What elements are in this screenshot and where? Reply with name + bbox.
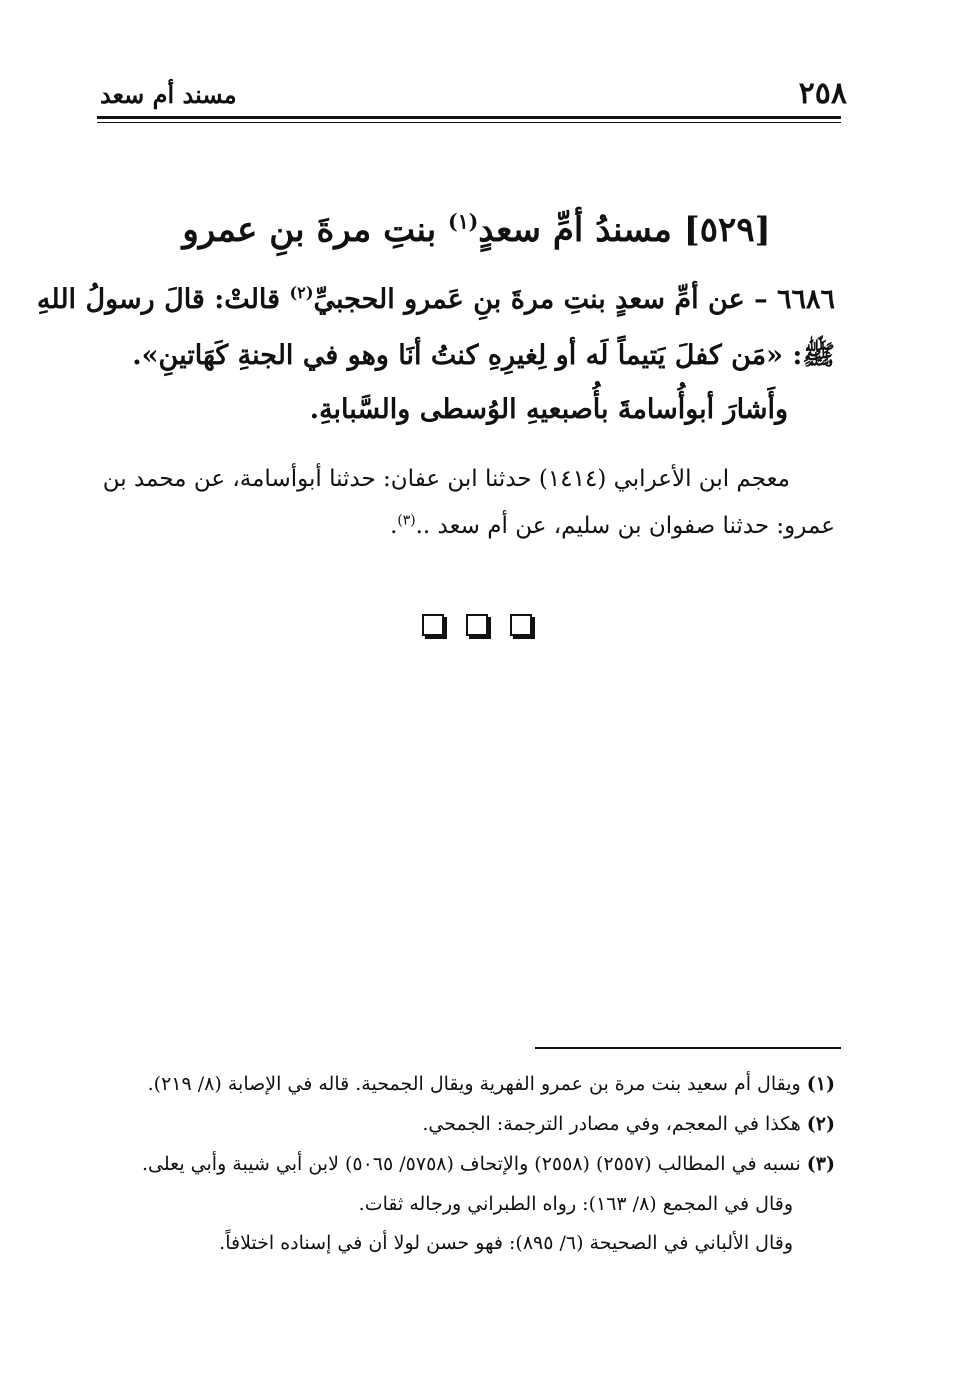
chapter-number: [٥٢٩] bbox=[683, 210, 771, 250]
page-number: ٢٥٨ bbox=[798, 76, 847, 111]
source-line-2-text: عمرو: حدثنا صفوان بن سليم، عن أم سعد .. bbox=[415, 513, 835, 539]
chapter-title-part2: بنتِ مرةَ بنِ عمرو bbox=[182, 210, 437, 250]
footnote-2 bbox=[422, 1113, 835, 1135]
footnote-text: هكذا في المعجم، وفي مصادر الترجمة: الجمحي. bbox=[422, 1113, 801, 1135]
footnote-3 bbox=[142, 1153, 835, 1175]
section-separator bbox=[0, 614, 953, 636]
running-title: مسند أم سعد bbox=[100, 80, 237, 109]
footnote-number: (١) bbox=[806, 1073, 835, 1095]
hadith-line-1-part2: قالتْ: قالَ رسولُ اللهِ bbox=[36, 284, 281, 315]
footnote-1 bbox=[148, 1073, 835, 1095]
footnote-text: نسبه في المطالب (٢٥٥٧) (٢٥٥٨) والإتحاف (٥٧٥٨/ ٥٠٦٥) لابن أبي شيبة وأبي يعلى. bbox=[142, 1153, 801, 1175]
footnote-ref-3[interactable]: (٣) bbox=[397, 512, 416, 529]
footnote-number: (٢) bbox=[806, 1113, 835, 1135]
source-line-2-end: . bbox=[390, 513, 398, 539]
separator-square-icon bbox=[510, 614, 532, 636]
hadith-line-2: ﷺ: «مَن كفلَ يَتيماً لَه أو لِغيرِهِ كنتُ أنَا وهو في الجنةِ كَهَاتينِ». bbox=[132, 340, 835, 371]
hadith-line-1 bbox=[37, 284, 835, 315]
chapter-title bbox=[0, 210, 953, 250]
footnote-ref-2[interactable]: (٢) bbox=[289, 283, 314, 302]
chapter-title-part1: مسندُ أمِّ سعدٍ bbox=[478, 210, 672, 250]
footnote-text: وقال الألباني في الصحيحة (٦/ ٨٩٥): فهو حسن لولا أن في إسناده اختلافاً. bbox=[219, 1232, 793, 1254]
source-line-1: معجم ابن الأعرابي (١٤١٤) حدثنا ابن عفان: حدثنا أبوأسامة، عن محمد بن bbox=[102, 466, 790, 492]
footnote-number: (٣) bbox=[806, 1153, 835, 1175]
footnote-text: ويقال أم سعيد بنت مرة بن عمرو الفهرية ويقال الجمحية. قاله في الإصابة (٨/ ٢١٩). bbox=[147, 1073, 801, 1095]
hadith-line-3: وأَشارَ أبوأُسامةَ بأُصبعيهِ الوُسطى والسَّبابةِ. bbox=[309, 394, 788, 425]
footnote-3-continued-1 bbox=[359, 1193, 793, 1215]
footnote-text: وقال في المجمع (٨/ ١٦٣): رواه الطبراني ورجاله ثقات. bbox=[358, 1193, 793, 1215]
footnote-3-continued-2 bbox=[219, 1232, 793, 1254]
footnote-ref-1[interactable]: (١) bbox=[448, 209, 479, 234]
hadith-line-1-part1: ٦٦٨٦ – عن أمِّ سعدٍ بنتِ مرةَ بنِ عَمرو الحجبيِّ bbox=[313, 284, 835, 315]
footnote-rule bbox=[535, 1047, 841, 1049]
separator-square-icon bbox=[422, 614, 444, 636]
header-rule bbox=[97, 116, 841, 119]
source-line-2 bbox=[390, 513, 835, 539]
header-rule-thin bbox=[97, 122, 841, 123]
separator-square-icon bbox=[466, 614, 488, 636]
